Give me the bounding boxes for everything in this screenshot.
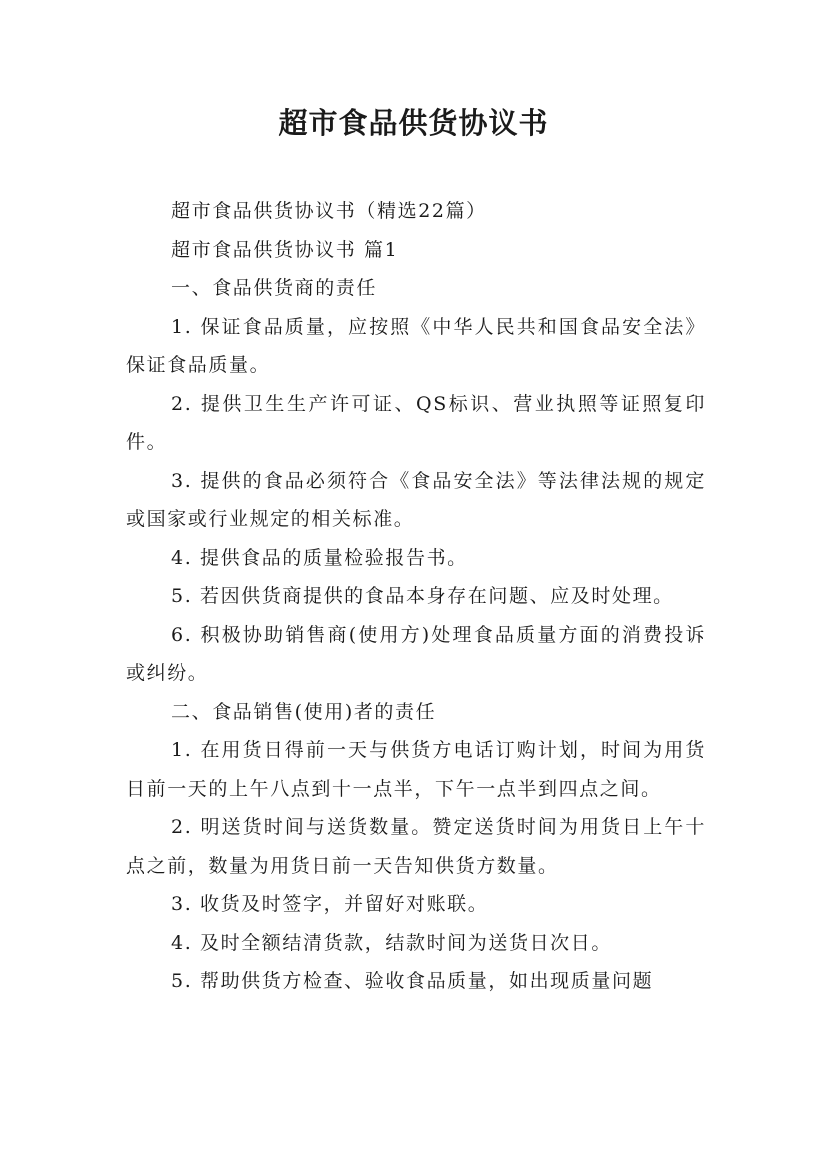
paragraph-seller-item-4: 4. 及时全额结清货款，结款时间为送货日次日。	[171, 931, 612, 954]
paragraph-seller-item-3: 3. 收货及时签字，并留好对账联。	[171, 893, 489, 915]
paragraph-supplier-item-5: 5. 若因供货商提供的食品本身存在问题、应及时处理。	[171, 585, 674, 607]
paragraph-seller-item-1: 1. 在用货日得前一天与供货方电话订购计划，时间为用货日前一天的上午八点到十一点半，下午一点半到四点之间。	[126, 739, 706, 800]
paragraph-seller-item-5: 5. 帮助供货方检查、验收食品质量，如出现质量问题	[171, 970, 654, 992]
document-title: 超市食品供货协议书	[278, 106, 549, 140]
paragraph-seller-item-2: 2. 明送货时间与送货数量。赞定送货时间为用货日上午十点之前，数量为用货日前一天告知供货方数量。	[126, 816, 706, 877]
paragraph-subtitle: 超市食品供货协议书（精选22篇）	[171, 200, 487, 222]
paragraph-supplier-item-1: 1. 保证食品质量，应按照《中华人民共和国食品安全法》保证食品质量。	[126, 315, 706, 376]
paragraph-supplier-item-2: 2. 提供卫生生产许可证、QS标识、营业执照等证照复印件。	[126, 392, 706, 453]
document-body	[126, 192, 706, 1001]
paragraph-heading-seller-duties: 二、食品销售(使用)者的责任	[171, 700, 437, 723]
paragraph-heading-supplier-duties: 一、食品供货商的责任	[171, 277, 378, 299]
paragraph-section-heading: 超市食品供货协议书 篇1	[171, 238, 399, 261]
paragraph-supplier-item-4: 4. 提供食品的质量检验报告书。	[171, 546, 468, 569]
paragraph-supplier-item-6: 6. 积极协助销售商(使用方)处理食品质量方面的消费投诉或纠纷。	[126, 623, 706, 684]
paragraph-supplier-item-3: 3. 提供的食品必须符合《食品安全法》等法律法规的规定或国家或行业规定的相关标准。	[126, 469, 706, 530]
